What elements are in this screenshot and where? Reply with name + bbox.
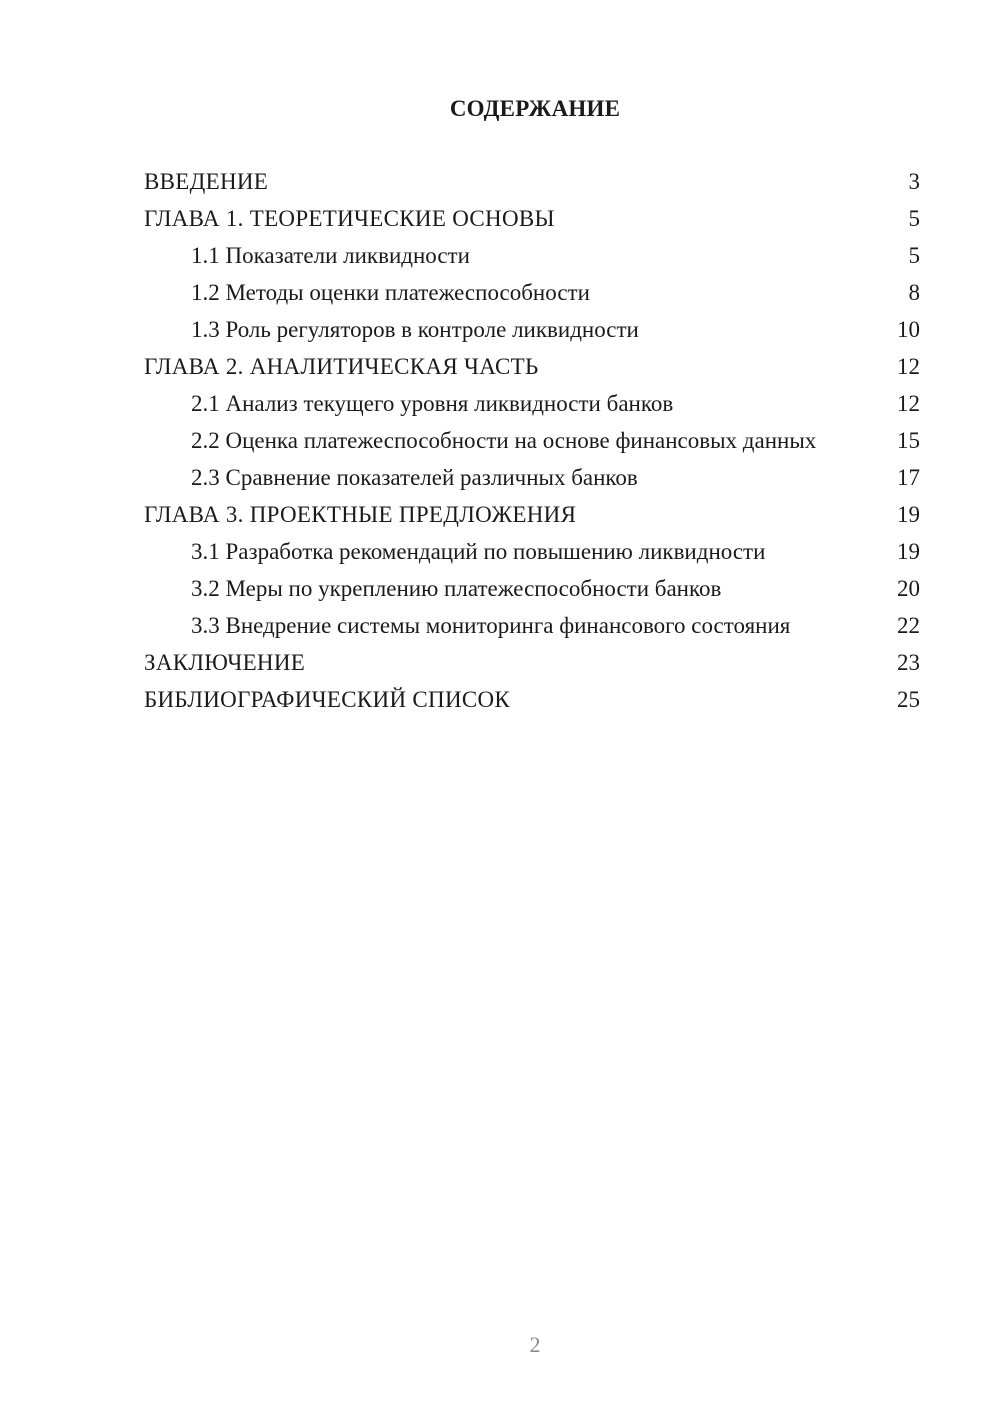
toc-entry-page: 12 — [897, 354, 920, 379]
toc-entry-page: 3 — [908, 169, 920, 194]
toc-entry-section-2-3 — [144, 464, 920, 491]
toc-entry-conclusion — [144, 649, 920, 676]
toc-entry-section-3-3 — [144, 612, 920, 639]
toc-entry-section-3-1 — [144, 538, 920, 565]
toc-entry-section-1-2 — [144, 279, 920, 306]
toc-entry-page: 23 — [897, 650, 920, 675]
toc-entry-page: 19 — [897, 539, 920, 564]
toc-entry-label: 1.1 Показатели ликвидности — [191, 243, 470, 268]
toc-entry-label: ГЛАВА 2. АНАЛИТИЧЕСКАЯ ЧАСТЬ — [144, 354, 539, 379]
toc-entry-section-1-3 — [144, 316, 920, 343]
toc-entry-label: 1.3 Роль регуляторов в контроле ликвидности — [191, 317, 639, 342]
toc-entry-page: 5 — [908, 206, 920, 231]
toc-title: СОДЕРЖАНИЕ — [449, 96, 621, 121]
toc-entry-label: БИБЛИОГРАФИЧЕСКИЙ СПИСОК — [144, 687, 511, 712]
toc-entry-introduction — [144, 168, 920, 195]
toc-entry-section-1-1 — [144, 242, 920, 269]
toc-entry-page: 22 — [897, 613, 920, 638]
toc-entry-label: ВВЕДЕНИЕ — [144, 169, 269, 194]
toc-entry-section-2-1 — [144, 390, 920, 417]
toc-entry-label: 3.2 Меры по укреплению платежеспособности банков — [191, 576, 722, 601]
toc-entry-label: ГЛАВА 1. ТЕОРЕТИЧЕСКИЕ ОСНОВЫ — [144, 206, 555, 231]
toc-entry-label: 2.2 Оценка платежеспособности на основе финансовых данных — [191, 428, 817, 453]
toc-entry-chapter-3 — [144, 501, 920, 528]
toc-entry-page: 5 — [908, 243, 920, 268]
toc-entry-label: ГЛАВА 3. ПРОЕКТНЫЕ ПРЕДЛОЖЕНИЯ — [144, 502, 577, 527]
toc-entry-label: ЗАКЛЮЧЕНИЕ — [144, 650, 306, 675]
toc-entry-bibliography — [144, 686, 920, 713]
toc-entry-page: 19 — [897, 502, 920, 527]
toc-entry-page: 20 — [897, 576, 920, 601]
toc-entry-chapter-1 — [144, 205, 920, 232]
toc-entry-section-3-2 — [144, 575, 920, 602]
toc-entry-label: 3.3 Внедрение системы мониторинга финансового состояния — [191, 613, 791, 638]
toc-entry-page: 12 — [897, 391, 920, 416]
toc-entry-label: 1.2 Методы оценки платежеспособности — [191, 280, 590, 305]
toc-entry-label: 3.1 Разработка рекомендаций по повышению ликвидности — [191, 539, 766, 564]
toc-entry-page: 15 — [897, 428, 920, 453]
toc-entry-section-2-2 — [144, 427, 920, 454]
toc-entry-chapter-2 — [144, 353, 920, 380]
toc-entry-page: 10 — [897, 317, 920, 342]
toc-entry-page: 17 — [897, 465, 920, 490]
page-number: 2 — [529, 1332, 541, 1357]
toc-entry-label: 2.3 Сравнение показателей различных банков — [191, 465, 638, 490]
toc-entry-label: 2.1 Анализ текущего уровня ликвидности банков — [191, 391, 674, 416]
table-of-contents — [144, 168, 920, 723]
toc-entry-page: 25 — [897, 687, 920, 712]
toc-entry-page: 8 — [908, 280, 920, 305]
